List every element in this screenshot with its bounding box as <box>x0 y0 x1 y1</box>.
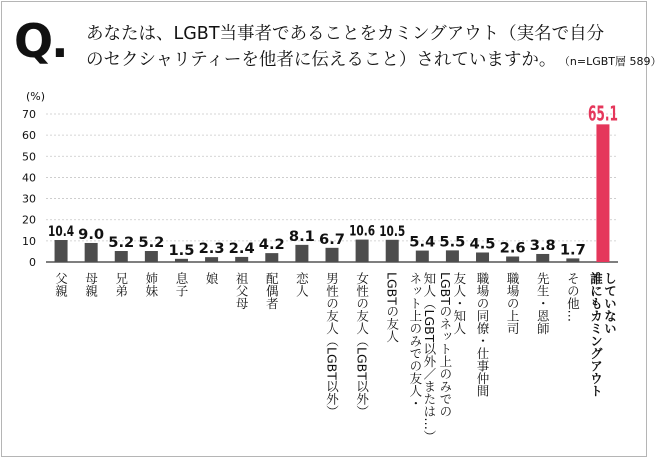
data-label: 6.7 <box>319 231 345 248</box>
x-tick-label: 男性の友人（LGBT以外） <box>324 272 340 418</box>
data-label: 5.4 <box>409 234 436 251</box>
data-label: 4.5 <box>469 236 496 253</box>
x-tick-label: ネット上のみでの友人・ <box>407 272 423 410</box>
x-tick-label: していない <box>602 272 618 335</box>
question-mark: Q. <box>14 14 67 68</box>
y-tick-label: 20 <box>22 213 36 227</box>
x-tick-label: 祖父母 <box>234 272 250 310</box>
bar <box>476 252 489 262</box>
data-label: 4.2 <box>258 237 285 254</box>
x-tick-label: LGBTのネット上のみでの <box>437 272 453 418</box>
data-label: 1.5 <box>168 242 195 259</box>
x-tick-label: 先生・恩師 <box>535 272 551 335</box>
data-label: 1.7 <box>559 242 586 259</box>
data-label: 10.5 <box>379 223 406 240</box>
data-label: 5.2 <box>138 235 165 252</box>
bar <box>145 251 158 262</box>
y-tick-label: 0 <box>29 256 36 269</box>
data-label: 2.6 <box>499 240 526 257</box>
data-label: 10.6 <box>349 223 376 240</box>
bar <box>205 257 218 262</box>
x-tick-label: 息子 <box>173 272 189 297</box>
bar <box>115 251 128 262</box>
x-tick-label: 娘 <box>204 272 220 285</box>
bar <box>175 259 188 262</box>
data-label: 5.2 <box>108 235 135 252</box>
y-tick-label: 30 <box>22 192 36 206</box>
bar <box>446 250 459 262</box>
bar <box>356 240 369 262</box>
bar <box>536 254 549 262</box>
question-text-line2-main: のセクシャリティーを他者に伝えること）されていますか。 <box>86 50 557 70</box>
bar <box>55 240 68 262</box>
bar <box>386 240 399 262</box>
bar <box>596 124 609 262</box>
x-tick-label: LGBTの友人 <box>384 272 400 343</box>
bar <box>235 257 248 262</box>
bar <box>265 253 278 262</box>
bar <box>566 258 579 262</box>
data-label: 2.4 <box>228 240 255 257</box>
bar <box>85 243 98 262</box>
x-tick-label: 知人（LGBT以外／または…） <box>421 272 437 443</box>
y-tick-label: 40 <box>22 171 36 185</box>
x-tick-label: その他… <box>565 272 581 322</box>
bar <box>506 257 519 262</box>
x-tick-label: 職場の上司 <box>505 272 521 335</box>
x-tick-label: 父親 <box>53 272 69 297</box>
x-tick-label: 職場の同僚・仕事仲間 <box>475 272 491 397</box>
data-label: 5.5 <box>439 234 466 251</box>
data-label: 3.8 <box>529 237 556 254</box>
sample-size-note: （n=LGBT層 589） <box>564 55 662 68</box>
y-tick-label: 70 <box>22 108 36 121</box>
data-label: 65.1 <box>587 101 618 126</box>
x-tick-label: 恋人 <box>294 272 310 297</box>
x-tick-label: 姉妹 <box>143 272 159 297</box>
y-tick-label: 60 <box>22 129 36 143</box>
bar <box>416 251 429 262</box>
y-tick-label: 10 <box>22 234 36 248</box>
data-label: 9.0 <box>78 226 105 243</box>
bar <box>295 245 308 262</box>
data-label: 10.4 <box>48 224 75 241</box>
data-label: 8.1 <box>288 228 315 245</box>
y-axis-unit: (%) <box>26 90 46 103</box>
x-tick-label: 兄弟 <box>113 272 129 297</box>
data-label: 2.3 <box>198 241 225 258</box>
x-tick-label: 配偶者 <box>264 272 280 310</box>
y-tick-label: 50 <box>22 150 36 164</box>
x-tick-label: 女性の友人（LGBT以外） <box>354 272 370 418</box>
x-tick-label: 友人・知人 <box>451 272 467 335</box>
bar <box>326 248 339 262</box>
x-tick-label: 誰にもカミングアウト <box>588 272 604 397</box>
x-tick-label: 母親 <box>83 272 99 297</box>
question-text-line1: あなたは、LGBT当事者であることをカミングアウト（実名で自分 <box>86 24 605 44</box>
